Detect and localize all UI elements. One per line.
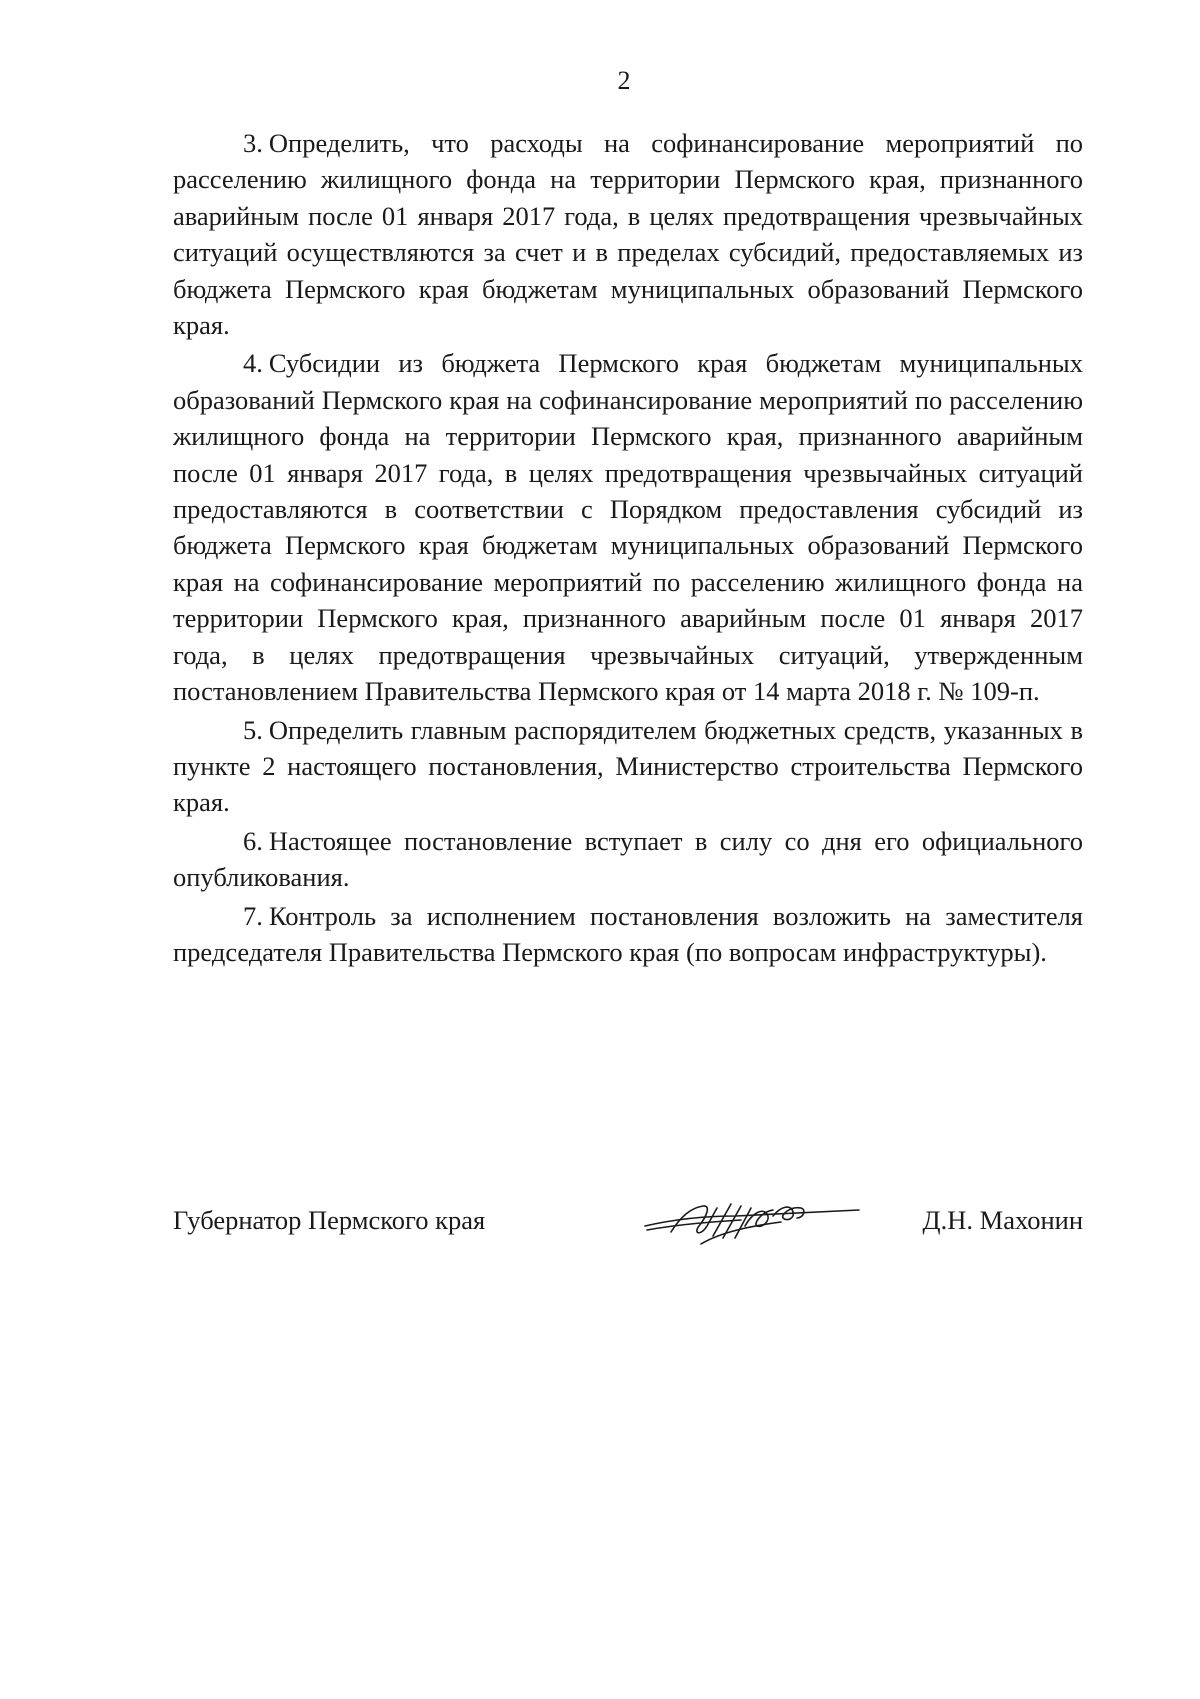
paragraph-3: [173, 125, 1083, 343]
page-number: 2: [617, 66, 631, 95]
paragraph-number: 6.: [243, 825, 263, 856]
paragraph-number: 5.: [243, 714, 263, 745]
paragraph-6: [173, 823, 1083, 896]
paragraph-text: Контроль за исполнением постановления возложить на заместителя председателя Правительства Пермского края (по вопросам инфраструктуры).: [173, 900, 1083, 967]
paragraph-number: 3.: [243, 128, 263, 158]
paragraph-7: [173, 898, 1083, 971]
paragraph-text: Определить, что расходы на софинансирование мероприятий по расселению жилищного фонда на территории Пермского края, признанного аварийным после 01 января 2017 года, в целях предотвращения чрезвычайных ситуаций осуществляются за счет и в пределах субсидий, предоставляемых из бюджета Пермского края бюджетам муниципальных образований Пермского края.: [173, 128, 1083, 341]
paragraph-5: [173, 712, 1083, 821]
signatory-name: Д.Н. Махонин: [922, 1205, 1083, 1235]
paragraph-number: 7.: [243, 900, 263, 931]
signatory-title: Губернатор Пермского края: [173, 1205, 486, 1235]
document-body: [173, 125, 1083, 972]
paragraph-number: 4.: [243, 348, 263, 379]
handwritten-signature: [641, 1186, 861, 1256]
paragraph-text: Настоящее постановление вступает в силу со дня его официального опубликования.: [173, 825, 1083, 893]
paragraph-text: Определить главным распорядителем бюджетных средств, указанных в пункте 2 настоящего постановления, Министерство строительства Пермского края.: [173, 714, 1083, 818]
paragraph-text: Субсидии из бюджета Пермского края бюджетам муниципальных образований Пермского края на софинансирование мероприятий по расселению жилищного фонда на территории Пермского края, признанного аварийным после 01 января 2017 года, в целях предотвращения чрезвычайных ситуаций предоставляются в соответствии с Порядком предоставления субсидий из бюджета Пермского края бюджетам муниципальных образований Пермского края на софинансирование мероприятий по расселению жилищного фонда на территории Пермского края, признанного аварийным после 01 января 2017 года, в целях предотвращения чрезвычайных ситуаций, утвержденным постановлением Правительства Пермского края от 14 марта 2018 г. № 109-п.: [173, 348, 1083, 707]
paragraph-4: [173, 345, 1083, 709]
signature-block: [173, 1200, 1083, 1260]
